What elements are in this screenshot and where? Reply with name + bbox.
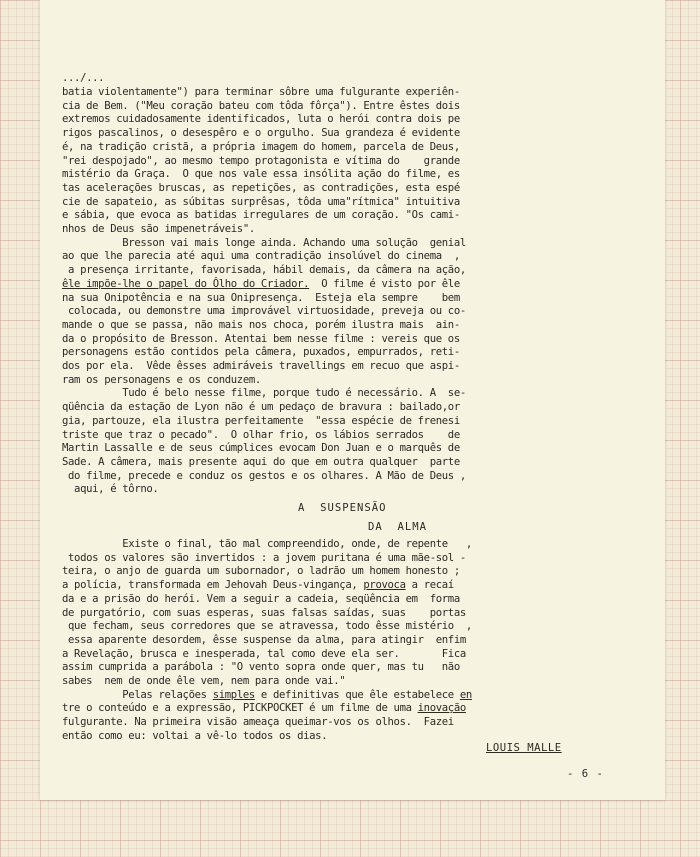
text-line: assim cumprida a parábola : "O vento sopra onde quer, mas tu não bbox=[62, 661, 460, 674]
text-line: sabes nem de onde êle vem, nem para onde vai." bbox=[62, 675, 346, 687]
underlined-phrase: êle impõe-lhe o papel do Ôlho do Criador. bbox=[62, 277, 310, 290]
author-signature: LOUIS MALLE bbox=[486, 742, 562, 754]
text-line: ram os personagens e os conduzem. bbox=[62, 373, 261, 386]
text-line: mistério da Graça. O que nos vale essa insólita ação do filme, es bbox=[62, 168, 460, 181]
text-line: cie de sapateio, as súbitas surprêsas, tôda uma"rítmica" intuitiva bbox=[62, 195, 460, 208]
underlined-word: simples bbox=[212, 688, 255, 701]
text-line: ao que lhe parecia até aqui uma contradição insolúvel do cinema , bbox=[62, 250, 460, 263]
text-line bbox=[62, 689, 472, 703]
text-line bbox=[62, 278, 460, 292]
text-line: de purgatório, com suas esperas, suas falsas saídas, suas portas bbox=[62, 606, 466, 619]
text-line: Bresson vai mais longe ainda. Achando uma solução genial bbox=[62, 236, 466, 249]
text-line: personagens estão contidos pela câmera, puxados, empurrados, reti- bbox=[62, 346, 460, 359]
text-line: batia violentamente") para terminar sôbre uma fulgurante experiên- bbox=[62, 86, 460, 98]
text-line: "rei despojado", ao mesmo tempo protagonista e vítima do grande bbox=[62, 154, 460, 167]
text-line: da e a prisão do herói. Vem a seguir a cadeia, seqüência em forma bbox=[62, 592, 460, 605]
page-number: - 6 - bbox=[567, 768, 604, 780]
text-line: então como eu: voltai a vê-lo todos os dias. bbox=[62, 729, 328, 742]
text-line: tas acelerações bruscas, as repetições, as contradições, esta espé bbox=[62, 181, 460, 194]
text-line: todos os valores são invertidos : a jovem puritana é uma mãe-sol - bbox=[62, 551, 466, 564]
text-line: Existe o final, tão mal compreendido, onde, de repente , bbox=[62, 538, 472, 550]
text-line: mande o que se passa, não mais nos choca, porém ilustra mais ain- bbox=[62, 318, 460, 331]
text-run: e definitivas que êle estabelece bbox=[254, 688, 460, 701]
text-line: Tudo é belo nesse filme, porque tudo é necessário. A se- bbox=[62, 387, 466, 400]
text-run: a recaí bbox=[405, 579, 454, 592]
underlined-word: inovação bbox=[417, 702, 466, 715]
text-run: a polícia, transformada em Jehovah Deus-vingança, bbox=[62, 579, 364, 592]
text-line: Sade. A câmera, mais presente aqui do que em outra qualquer parte bbox=[62, 455, 460, 468]
text-line: do filme, precede e conduz os gestos e os olhares. A Mão de Deus , bbox=[62, 469, 466, 482]
text-line: triste que traz o pecado". O olhar frio, os lábios serrados de bbox=[62, 428, 460, 441]
text-line: que fecham, seus corredores que se atravessa, todo êsse mistério , bbox=[62, 620, 472, 633]
text-line: Martin Lassalle e de seus cúmplices evocam Don Juan e o marquês de bbox=[62, 442, 460, 455]
text-line: dos por ela. Vêde êsses admiráveis travellings em recuo que aspi- bbox=[62, 360, 460, 372]
section-heading-line-1: A SUSPENSÃO bbox=[298, 502, 387, 514]
text-run: Pelas relações bbox=[62, 688, 213, 701]
text-line: na sua Onipotência e na sua Onipresença. Esteja ela sempre bem bbox=[62, 291, 460, 304]
text-line: colocada, ou demonstre uma improvável virtuosidade, preveja ou co- bbox=[62, 305, 466, 318]
underlined-word: en bbox=[459, 688, 472, 701]
text-line bbox=[62, 579, 454, 593]
text-run: O filme é visto por êle bbox=[309, 277, 460, 290]
text-line: cia de Bem. ("Meu coração bateu com tôda fôrça"). Entre êstes dois bbox=[62, 99, 460, 112]
underlined-word: provoca bbox=[363, 579, 406, 592]
section-heading-line-2: DA ALMA bbox=[368, 521, 428, 533]
text-line: a presença irritante, favorisada, hábil demais, da câmera na ação, bbox=[62, 264, 466, 277]
text-line: é, na tradição cristã, a própria imagem do homem, parcela de Deus, bbox=[62, 140, 460, 153]
text-line: extremos cuidadosamente identificados, luta o herói contra dois pe bbox=[62, 113, 460, 126]
text-line: nhos de Deus são impenetráveis". bbox=[62, 223, 255, 235]
text-line: rigos pascalinos, o desespêro e o orgulho. Sua grandeza é evidente bbox=[62, 127, 460, 140]
text-line: teira, o anjo de guarda um subornador, o ladrão um homem honesto ; bbox=[62, 565, 460, 578]
text-line: essa aparente desordem, êsse suspense da alma, para atingir enfim bbox=[62, 633, 466, 646]
text-line: gia, partouze, ela ilustra perfeitamente "essa espécie de frenesi bbox=[62, 414, 460, 427]
text-line bbox=[62, 702, 466, 716]
text-line: aqui, é tôrno. bbox=[62, 483, 159, 496]
text-line: fulgurante. Na primeira visão ameaça queimar-vos os olhos. Fazei bbox=[62, 716, 454, 729]
text-run: tre o conteúdo e a expressão, PICKPOCKET é um filme de uma bbox=[62, 702, 418, 715]
text-line: da o propósito de Bresson. Atentai bem nesse filme : vereis que os bbox=[62, 332, 460, 345]
text-line: a Revelação, brusca e inesperada, tal como deve ela ser. Fica bbox=[62, 647, 466, 660]
continuation-mark: .../... bbox=[62, 72, 105, 84]
text-line: e sábia, que evoca as batidas irregulares de um coração. "Os cami- bbox=[62, 209, 460, 222]
text-line: qüência da estação de Lyon não é um pedaço de bravura : bailado,or bbox=[62, 401, 460, 414]
